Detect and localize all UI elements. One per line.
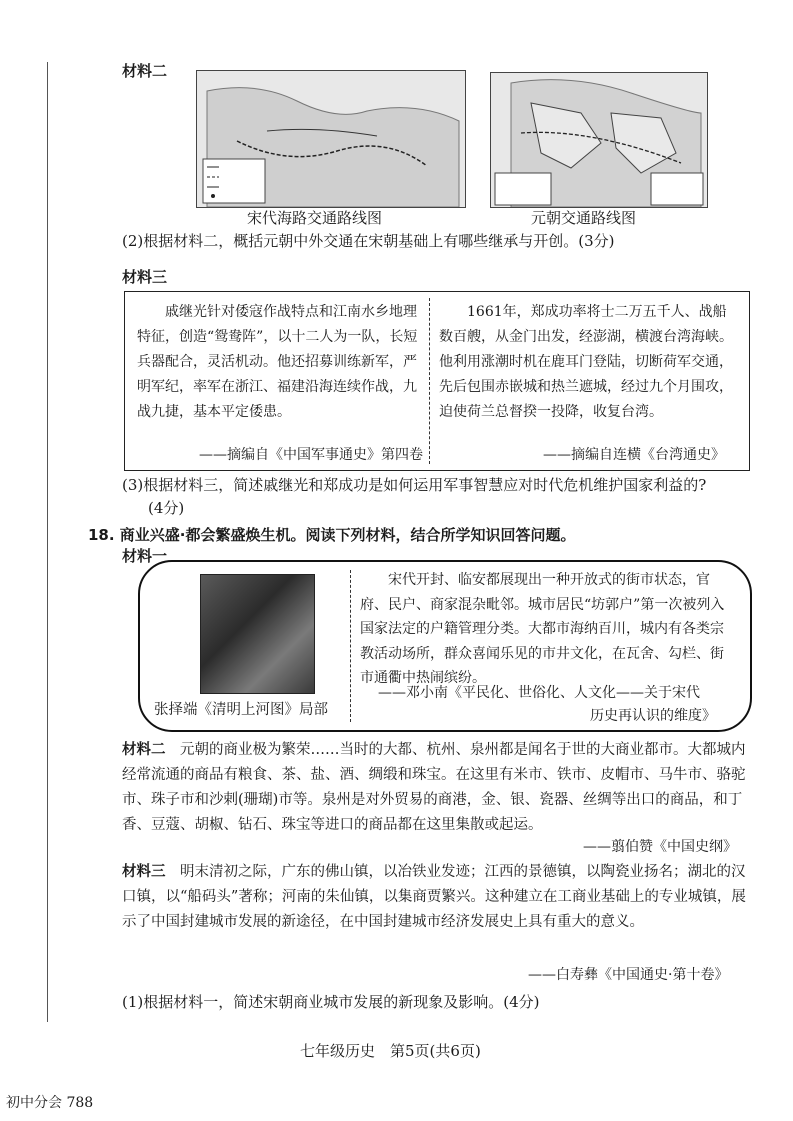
painting-caption: 张择端《清明上河图》局部 [154, 702, 328, 718]
binding-margin-line [47, 62, 48, 1022]
q18-material-2 [122, 738, 748, 838]
yuan-route-map [490, 72, 708, 208]
q18-material-3 [122, 860, 748, 935]
song-map-caption: 宋代海路交通路线图 [247, 209, 383, 227]
q18-material-1-text: 宋代开封、临安都展现出一种开放式的街市状态，官府、民户、商家混杂毗邻。城市居民“坊郭户”第一次被列入国家法定的户籍管理分类。大都市海纳百川，城内有各类宗教活动场所，群众喜闻乐见的市井文化，在瓦舍、勾栏、街市通衢中热闹缤纷。 [360, 572, 725, 686]
qingming-painting-image [200, 574, 315, 694]
question-3-line2: (4分) [148, 499, 185, 517]
material-3-box [124, 291, 750, 471]
corner-mark: 初中分会 788 [6, 1095, 94, 1111]
q18-material-3-text: 明末清初之际，广东的佛山镇，以冶铁业发迹；江西的景德镇，以陶瓷业扬名；湖北的汉口镇，以“船码头”著称；河南的朱仙镇，以集商贾繁兴。这种建立在工商业基础上的专业城镇，展示了中国封建城市发展的新途径，在中国封建城市经济发展史上具有重大的意义。 [122, 864, 746, 930]
q18-material-2-label: 材料二 [122, 742, 166, 758]
q18-material-1-label: 材料一 [122, 547, 168, 565]
q18-material-1-source-line1: ——邓小南《平民化、世俗化、人文化——关于宋代 [378, 685, 700, 701]
qi-jiguang-source: ——摘编自《中国军事通史》第四卷 [199, 447, 423, 463]
material-3-label: 材料三 [122, 268, 168, 286]
column-divider [429, 298, 430, 464]
q18-material-3-label: 材料三 [122, 864, 166, 880]
yuan-map-caption: 元朝交通路线图 [531, 209, 637, 227]
question-18-title: 18. 商业兴盛·都会繁盛焕生机。阅读下列材料，结合所学知识回答问题。 [88, 526, 576, 544]
q18-material-1-source-line2: 历史再认识的维度》 [590, 708, 716, 724]
question-2: (2)根据材料二，概括元朝中外交通在宋朝基础上有哪些继承与开创。(3分) [122, 232, 615, 250]
zheng-chenggong-text: 1661年，郑成功率将士二万五千人、战船数百艘，从金门出发，经澎湖，横渡台湾海峡。他利用涨潮时机在鹿耳门登陆，切断荷军交通，先后包围赤嵌城和热兰遮城，经过九个月围攻，迫使荷兰总督揆一投降，收复台湾。 [439, 304, 733, 420]
material-1-scroll-frame [138, 560, 752, 732]
q18-material-2-text: 元朝的商业极为繁荣……当时的大都、杭州、泉州都是闻名于世的大商业都市。大都城内经常流通的商品有粮食、茶、盐、酒、绸缎和珠宝。在这里有米市、铁市、皮帽市、马牛市、骆驼市、珠子市和沙剌(珊瑚)市等。泉州是对外贸易的商港，金、银、瓷器、丝绸等出口的商品，和丁香、豆蔻、胡椒、钻石、珠宝等进口的商品都在这里集散或起运。 [122, 742, 746, 833]
page-footer: 七年级历史 第5页(共6页) [300, 1042, 481, 1060]
qi-jiguang-text: 戚继光针对倭寇作战特点和江南水乡地理特征，创造“鸳鸯阵”，以十二人为一队，长短兵器配合，灵活机动。他还招募训练新军，严明军纪，率军在浙江、福建沿海连续作战，九战九捷，基本平定倭患。 [137, 304, 418, 420]
scroll-divider [350, 570, 351, 722]
q18-question-1: (1)根据材料一，简述宋朝商业城市发展的新现象及影响。(4分) [122, 993, 540, 1011]
q18-material-3-source: ——白寿彝《中国通史·第十卷》 [528, 967, 729, 983]
question-3-line1: (3)根据材料三，简述戚继光和郑成功是如何运用军事智慧应对时代危机维护国家利益的? [122, 476, 707, 494]
song-sea-route-map [196, 70, 466, 208]
zheng-chenggong-source: ——摘编自连横《台湾通史》 [543, 447, 725, 463]
material-2-label: 材料二 [122, 62, 168, 80]
q18-material-2-source: ——翦伯赞《中国史纲》 [583, 839, 737, 855]
